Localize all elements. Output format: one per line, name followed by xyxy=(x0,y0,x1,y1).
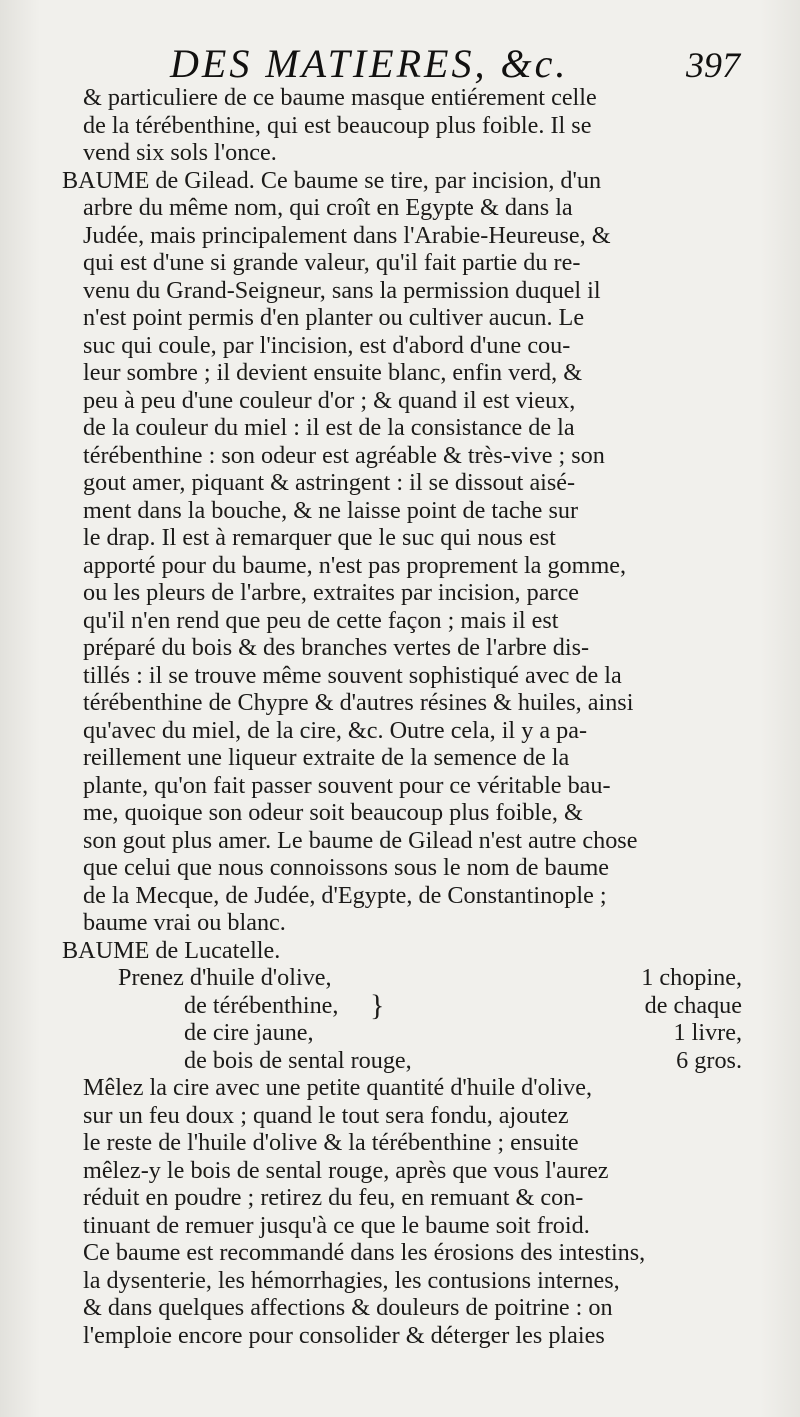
recipe-row xyxy=(62,964,742,992)
recipe-brace: } xyxy=(370,988,385,1022)
text-line: son gout plus amer. Le baume de Gilead n'est autre chose xyxy=(83,826,638,854)
recipe-ingredient: de cire jaune, xyxy=(184,1019,314,1046)
text-line: apporté pour du baume, n'est pas proprement la gomme, xyxy=(83,551,627,579)
recipe-ingredient: de térébenthine, xyxy=(184,991,339,1019)
text-line: me, quoique son odeur soit beaucoup plus foible, & xyxy=(83,799,583,826)
recipe-ingredient: de bois de sental rouge, xyxy=(184,1046,412,1074)
text-line: le drap. Il est à remarquer que le suc qui nous est xyxy=(83,524,556,551)
text-line: qu'il n'en rend que peu de cette façon ; mais il est xyxy=(83,606,559,634)
recipe-quantity: 1 livre, xyxy=(673,1019,742,1046)
text-line: qu'avec du miel, de la cire, &c. Outre cela, il y a pa- xyxy=(83,716,588,744)
text-line: gout amer, piquant & astringent : il se dissout aisé- xyxy=(83,469,576,496)
text-line: & dans quelques affections & douleurs de poitrine : on xyxy=(83,1294,613,1321)
text-line: qui est d'une si grande valeur, qu'il fait partie du re- xyxy=(83,249,581,276)
entry-heading-line: BAUME de Lucatelle. xyxy=(62,936,281,964)
text-line: l'emploie encore pour consolider & déterger les plaies xyxy=(83,1321,605,1349)
text-line: térébenthine : son odeur est agréable & très-vive ; son xyxy=(83,441,605,469)
text-line: plante, qu'on fait passer souvent pour ce véritable bau- xyxy=(83,771,611,799)
text-line: Judée, mais principalement dans l'Arabie-Heureuse, & xyxy=(83,221,611,249)
text-line: n'est point permis d'en planter ou cultiver aucun. Le xyxy=(83,304,585,331)
text-line: Mêlez la cire avec une petite quantité d'huile d'olive, xyxy=(83,1074,593,1101)
text-line: mêlez-y le bois de sental rouge, après que vous l'aurez xyxy=(83,1156,609,1184)
text-line: suc qui coule, par l'incision, est d'abord d'une cou- xyxy=(83,331,571,359)
text-line: ment dans la bouche, & ne laisse point de tache sur xyxy=(83,496,579,524)
text-line: venu du Grand-Seigneur, sans la permission duquel il xyxy=(83,276,601,304)
text-line: baume vrai ou blanc. xyxy=(83,909,286,936)
text-line: préparé du bois & des branches vertes de l'arbre dis- xyxy=(83,634,590,661)
text-line: tinuant de remuer jusqu'à ce que le baume soit froid. xyxy=(83,1211,590,1239)
text-line: la dysenterie, les hémorrhagies, les contusions internes, xyxy=(83,1266,620,1294)
text-line: arbre du même nom, qui croît en Egypte & dans la xyxy=(83,194,573,221)
text-line: térébenthine de Chypre & d'autres résines & huiles, ainsi xyxy=(83,689,634,716)
page-number: 397 xyxy=(686,45,740,85)
text-line: ou les pleurs de l'arbre, extraites par incision, parce xyxy=(83,579,579,606)
recipe-row xyxy=(62,1019,742,1047)
recipe-row xyxy=(62,988,742,1022)
recipe-quantity: 6 gros. xyxy=(676,1046,742,1074)
text-line: de la Mecque, de Judée, d'Egypte, de Constantinople ; xyxy=(83,881,607,909)
recipe-quantity: de chaque xyxy=(644,991,742,1019)
recipe-row xyxy=(62,1047,742,1075)
text-line: & particuliere de ce baume masque entiérement celle xyxy=(83,84,597,111)
text-line: tillés : il se trouve même souvent sophistiqué avec de la xyxy=(83,661,622,689)
text-line: que celui que nous connoissons sous le nom de baume xyxy=(83,854,609,881)
text-line: peu à peu d'une couleur d'or ; & quand il est vieux, xyxy=(83,386,576,414)
text-line: de la térébenthine, qui est beaucoup plus foible. Il se xyxy=(83,111,592,139)
recipe-ingredient: Prenez d'huile d'olive, xyxy=(118,964,332,991)
text-line: réduit en poudre ; retirez du feu, en remuant & con- xyxy=(83,1184,584,1211)
text-line: Ce baume est recommandé dans les érosions des intestins, xyxy=(83,1239,646,1266)
running-head-title: DES MATIERES, &c. xyxy=(170,41,569,86)
recipe-quantity: 1 chopine, xyxy=(641,964,742,991)
text-line: vend six sols l'once. xyxy=(83,139,277,166)
text-line: reillement une liqueur extraite de la semence de la xyxy=(83,744,570,771)
body-text xyxy=(62,84,742,1349)
running-head xyxy=(160,40,750,90)
entry-heading-line: BAUME de Gilead. Ce baume se tire, par incision, d'un xyxy=(62,166,602,194)
text-line: leur sombre ; il devient ensuite blanc, enfin verd, & xyxy=(83,359,583,386)
text-line: sur un feu doux ; quand le tout sera fondu, ajoutez xyxy=(83,1101,569,1129)
text-line: de la couleur du miel : il est de la consistance de la xyxy=(83,414,575,441)
text-line: le reste de l'huile d'olive & la térébenthine ; ensuite xyxy=(83,1129,579,1156)
